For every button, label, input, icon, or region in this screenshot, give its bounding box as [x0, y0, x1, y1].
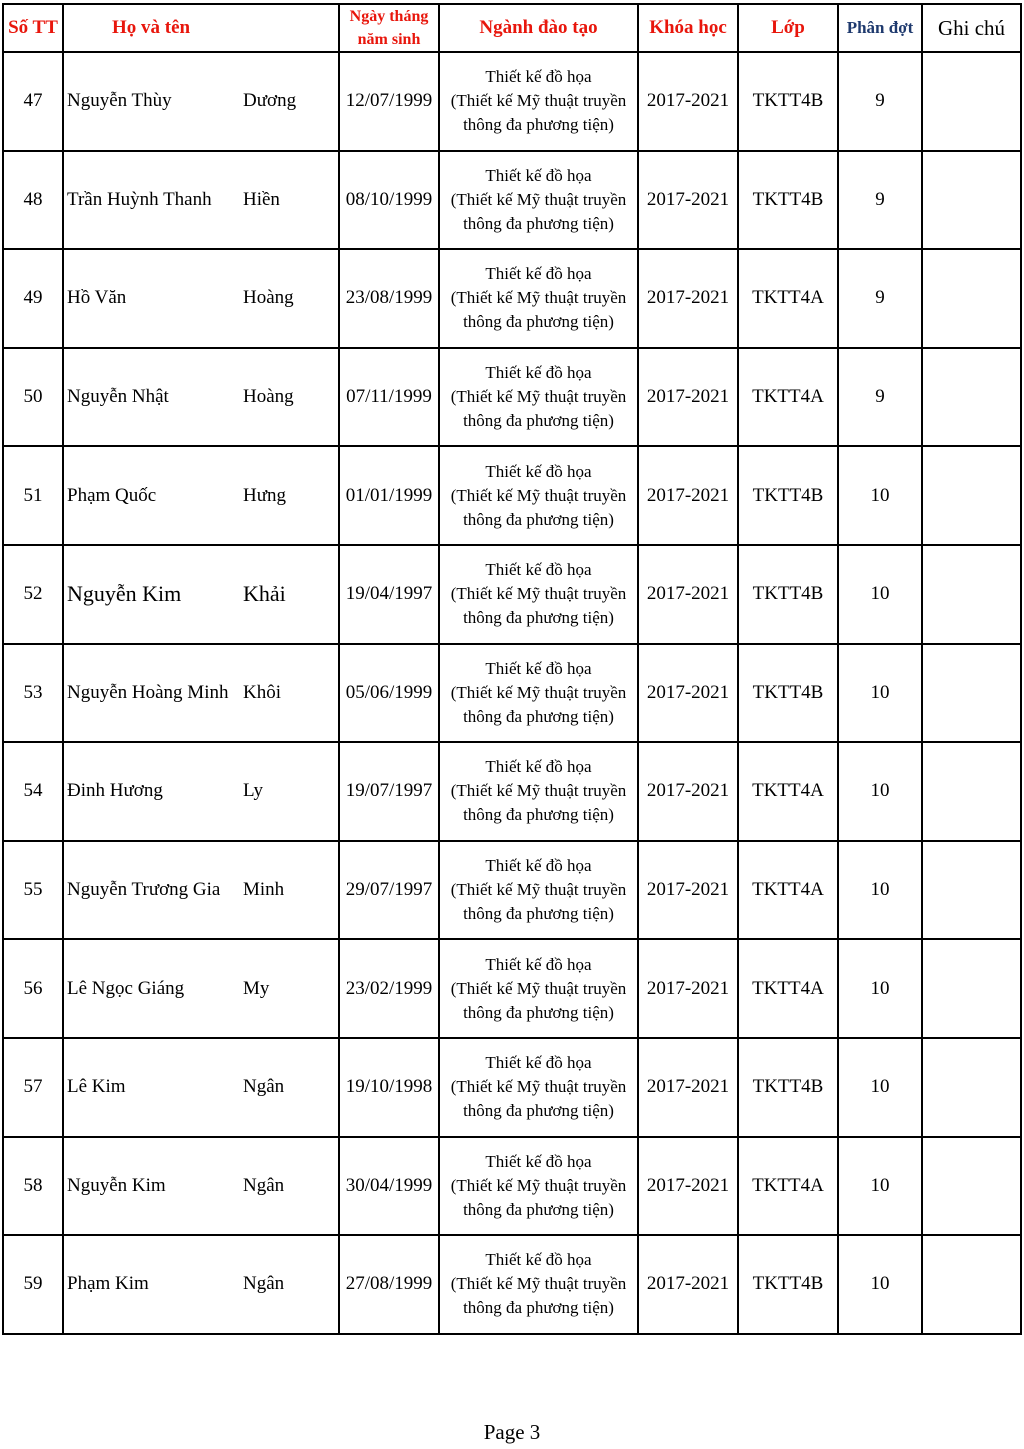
- cell-dob: 07/11/1999: [339, 348, 439, 447]
- cell-batch: 10: [838, 1235, 922, 1334]
- student-list-sheet: [2, 3, 1020, 1335]
- cell-dob: 23/02/1999: [339, 939, 439, 1038]
- cell-course: 2017-2021: [638, 249, 738, 348]
- major-line2: (Thiết kế Mỹ thuật truyền: [450, 1175, 627, 1195]
- cell-course: 2017-2021: [638, 742, 738, 841]
- major-line3: thông đa phương tiện): [463, 608, 614, 628]
- cell-major: [439, 52, 638, 151]
- cell-note: [922, 1038, 1021, 1137]
- cell-surname: Phạm Kim: [67, 1273, 149, 1295]
- table-row: [3, 939, 1021, 1038]
- cell-class: TKTT4A: [738, 841, 838, 940]
- table-row: [3, 151, 1021, 250]
- name-wrap: [67, 485, 338, 507]
- cell-batch: 10: [838, 742, 922, 841]
- cell-given-name: Hiền: [243, 188, 280, 210]
- major-line2: (Thiết kế Mỹ thuật truyền: [450, 880, 627, 900]
- cell-note: [922, 52, 1021, 151]
- name-wrap: [67, 978, 338, 1000]
- cell-given-name: Khôi: [243, 681, 281, 703]
- cell-class: TKTT4A: [738, 742, 838, 841]
- major-line2: (Thiết kế Mỹ thuật truyền: [450, 978, 627, 998]
- major-line2: (Thiết kế Mỹ thuật truyền: [450, 387, 627, 407]
- cell-surname: Hồ Văn: [67, 287, 127, 309]
- cell-class: TKTT4B: [738, 644, 838, 743]
- major-line3: thông đa phương tiện): [463, 115, 614, 135]
- cell-class: TKTT4B: [738, 52, 838, 151]
- header-major: Ngành đào tạo: [439, 4, 638, 52]
- cell-note: [922, 446, 1021, 545]
- major-line1: Thiết kế đồ họa: [485, 461, 592, 481]
- cell-surname: Nguyễn Nhật: [67, 386, 169, 408]
- cell-name: [63, 446, 339, 545]
- cell-course: 2017-2021: [638, 1137, 738, 1236]
- cell-stt: 52: [3, 545, 63, 644]
- name-wrap: [67, 1175, 338, 1197]
- cell-course: 2017-2021: [638, 939, 738, 1038]
- cell-note: [922, 348, 1021, 447]
- table-row: [3, 1137, 1021, 1236]
- name-wrap: [67, 90, 338, 112]
- cell-dob: 05/06/1999: [339, 644, 439, 743]
- cell-class: TKTT4A: [738, 249, 838, 348]
- cell-stt: 55: [3, 841, 63, 940]
- cell-course: 2017-2021: [638, 545, 738, 644]
- cell-name: [63, 151, 339, 250]
- cell-dob: 19/10/1998: [339, 1038, 439, 1137]
- major-line3: thông đa phương tiện): [463, 706, 614, 726]
- cell-dob: 27/08/1999: [339, 1235, 439, 1334]
- cell-surname: Nguyễn Thùy: [67, 90, 172, 112]
- cell-major: [439, 446, 638, 545]
- cell-dob: 30/04/1999: [339, 1137, 439, 1236]
- cell-note: [922, 151, 1021, 250]
- cell-given-name: Khải: [243, 581, 286, 607]
- cell-given-name: Hoàng: [243, 386, 294, 408]
- name-wrap: [67, 682, 338, 704]
- cell-batch: 10: [838, 446, 922, 545]
- cell-surname: Nguyễn Hoàng Minh: [67, 681, 229, 703]
- name-wrap: [67, 780, 338, 802]
- cell-dob: 01/01/1999: [339, 446, 439, 545]
- header-name-label: Họ và tên: [112, 17, 191, 38]
- name-wrap: [67, 879, 338, 901]
- header-course: Khóa học: [638, 4, 738, 52]
- major-line3: thông đa phương tiện): [463, 1199, 614, 1219]
- name-wrap: [67, 1076, 338, 1098]
- major-line3: thông đa phương tiện): [463, 1101, 614, 1121]
- cell-surname: Lê Ngọc Giáng: [67, 977, 185, 999]
- cell-note: [922, 742, 1021, 841]
- header-class: Lớp: [738, 4, 838, 52]
- cell-course: 2017-2021: [638, 52, 738, 151]
- major-line1: Thiết kế đồ họa: [485, 757, 592, 777]
- cell-dob: 19/04/1997: [339, 545, 439, 644]
- cell-major: [439, 644, 638, 743]
- cell-note: [922, 545, 1021, 644]
- cell-stt: 50: [3, 348, 63, 447]
- major-line2: (Thiết kế Mỹ thuật truyền: [450, 485, 627, 505]
- major-line3: thông đa phương tiện): [463, 312, 614, 332]
- major-line1: Thiết kế đồ họa: [485, 1053, 592, 1073]
- cell-batch: 10: [838, 939, 922, 1038]
- cell-major: [439, 249, 638, 348]
- cell-major: [439, 545, 638, 644]
- cell-name: [63, 644, 339, 743]
- cell-name: [63, 841, 339, 940]
- major-line2: (Thiết kế Mỹ thuật truyền: [450, 781, 627, 801]
- table-row: [3, 1235, 1021, 1334]
- cell-course: 2017-2021: [638, 348, 738, 447]
- cell-given-name: Ngân: [243, 1273, 285, 1295]
- major-line1: Thiết kế đồ họa: [485, 165, 592, 185]
- major-line1: Thiết kế đồ họa: [485, 1250, 592, 1270]
- cell-batch: 10: [838, 841, 922, 940]
- cell-class: TKTT4B: [738, 1038, 838, 1137]
- major-line1: Thiết kế đồ họa: [485, 954, 592, 974]
- cell-class: TKTT4B: [738, 446, 838, 545]
- cell-given-name: Dương: [243, 90, 297, 112]
- cell-course: 2017-2021: [638, 1235, 738, 1334]
- cell-course: 2017-2021: [638, 151, 738, 250]
- cell-stt: 47: [3, 52, 63, 151]
- header-dob-line2: năm sinh: [357, 31, 421, 48]
- cell-major: [439, 1137, 638, 1236]
- header-note: Ghi chú: [922, 4, 1021, 52]
- cell-stt: 49: [3, 249, 63, 348]
- major-line2: (Thiết kế Mỹ thuật truyền: [450, 1077, 627, 1097]
- cell-stt: 56: [3, 939, 63, 1038]
- major-line1: Thiết kế đồ họa: [485, 856, 592, 876]
- cell-course: 2017-2021: [638, 446, 738, 545]
- cell-given-name: My: [243, 977, 270, 999]
- cell-name: [63, 939, 339, 1038]
- major-line2: (Thiết kế Mỹ thuật truyền: [450, 189, 627, 209]
- cell-class: TKTT4A: [738, 348, 838, 447]
- major-line2: (Thiết kế Mỹ thuật truyền: [450, 1274, 627, 1294]
- major-line3: thông đa phương tiện): [463, 509, 614, 529]
- major-line1: Thiết kế đồ họa: [485, 363, 592, 383]
- cell-surname: Phạm Quốc: [67, 484, 157, 506]
- cell-dob: 29/07/1997: [339, 841, 439, 940]
- cell-surname: Nguyễn Kim: [67, 581, 182, 607]
- table-row: [3, 1038, 1021, 1137]
- cell-course: 2017-2021: [638, 644, 738, 743]
- major-line2: (Thiết kế Mỹ thuật truyền: [450, 288, 627, 308]
- cell-batch: 10: [838, 1137, 922, 1236]
- major-line2: (Thiết kế Mỹ thuật truyền: [450, 91, 627, 111]
- cell-name: [63, 1137, 339, 1236]
- table-row: [3, 348, 1021, 447]
- name-wrap: [67, 1273, 338, 1295]
- major-line1: Thiết kế đồ họa: [485, 1151, 592, 1171]
- cell-stt: 51: [3, 446, 63, 545]
- cell-surname: Trần Huỳnh Thanh: [67, 188, 212, 210]
- major-line1: Thiết kế đồ họa: [485, 264, 592, 284]
- major-line3: thông đa phương tiện): [463, 805, 614, 825]
- cell-given-name: Ly: [243, 780, 264, 802]
- major-line2: (Thiết kế Mỹ thuật truyền: [450, 682, 627, 702]
- cell-note: [922, 1137, 1021, 1236]
- table-row: [3, 52, 1021, 151]
- cell-stt: 48: [3, 151, 63, 250]
- header-batch: Phân đợt: [838, 4, 922, 52]
- major-line3: thông đa phương tiện): [463, 904, 614, 924]
- cell-class: TKTT4B: [738, 545, 838, 644]
- table-row: [3, 841, 1021, 940]
- cell-batch: 9: [838, 348, 922, 447]
- cell-given-name: Minh: [243, 879, 285, 901]
- major-line3: thông đa phương tiện): [463, 213, 614, 233]
- cell-note: [922, 249, 1021, 348]
- cell-batch: 10: [838, 1038, 922, 1137]
- cell-stt: 59: [3, 1235, 63, 1334]
- cell-surname: Nguyễn Kim: [67, 1174, 166, 1196]
- major-line3: thông đa phương tiện): [463, 411, 614, 431]
- cell-major: [439, 1038, 638, 1137]
- cell-stt: 57: [3, 1038, 63, 1137]
- cell-dob: 19/07/1997: [339, 742, 439, 841]
- cell-note: [922, 644, 1021, 743]
- cell-name: [63, 1038, 339, 1137]
- cell-name: [63, 249, 339, 348]
- table-row: [3, 644, 1021, 743]
- table-row: [3, 249, 1021, 348]
- cell-note: [922, 939, 1021, 1038]
- cell-note: [922, 841, 1021, 940]
- cell-given-name: Hưng: [243, 484, 287, 506]
- cell-stt: 53: [3, 644, 63, 743]
- header-stt: Số TT: [3, 4, 63, 52]
- table-row: [3, 446, 1021, 545]
- table-row: [3, 742, 1021, 841]
- major-line1: Thiết kế đồ họa: [485, 67, 592, 87]
- name-wrap: [67, 189, 338, 211]
- cell-class: TKTT4B: [738, 151, 838, 250]
- cell-given-name: Hoàng: [243, 287, 294, 309]
- cell-dob: 08/10/1999: [339, 151, 439, 250]
- cell-name: [63, 52, 339, 151]
- cell-surname: Lê Kim: [67, 1076, 126, 1098]
- cell-class: TKTT4B: [738, 1235, 838, 1334]
- major-line1: Thiết kế đồ họa: [485, 560, 592, 580]
- student-table: [2, 3, 1022, 1335]
- major-line1: Thiết kế đồ họa: [485, 658, 592, 678]
- major-line3: thông đa phương tiện): [463, 1002, 614, 1022]
- cell-name: [63, 348, 339, 447]
- cell-dob: 12/07/1999: [339, 52, 439, 151]
- cell-name: [63, 545, 339, 644]
- cell-dob: 23/08/1999: [339, 249, 439, 348]
- major-line2: (Thiết kế Mỹ thuật truyền: [450, 584, 627, 604]
- cell-major: [439, 841, 638, 940]
- cell-batch: 9: [838, 151, 922, 250]
- cell-surname: Nguyễn Trương Gia: [67, 879, 221, 901]
- cell-class: TKTT4A: [738, 1137, 838, 1236]
- cell-stt: 58: [3, 1137, 63, 1236]
- major-line3: thông đa phương tiện): [463, 1298, 614, 1318]
- cell-major: [439, 151, 638, 250]
- cell-surname: Đinh Hương: [67, 780, 163, 802]
- cell-batch: 9: [838, 249, 922, 348]
- header-dob-line1: Ngày tháng: [349, 8, 429, 25]
- cell-class: TKTT4A: [738, 939, 838, 1038]
- table-row: [3, 545, 1021, 644]
- cell-major: [439, 1235, 638, 1334]
- cell-major: [439, 742, 638, 841]
- table-body: [3, 52, 1021, 1334]
- cell-batch: 9: [838, 52, 922, 151]
- cell-name: [63, 742, 339, 841]
- cell-batch: 10: [838, 644, 922, 743]
- name-wrap: [67, 386, 338, 408]
- header-dob: [339, 4, 439, 52]
- name-wrap: [67, 287, 338, 309]
- cell-major: [439, 348, 638, 447]
- cell-name: [63, 1235, 339, 1334]
- cell-given-name: Ngân: [243, 1076, 285, 1098]
- cell-major: [439, 939, 638, 1038]
- cell-given-name: Ngân: [243, 1174, 285, 1196]
- cell-stt: 54: [3, 742, 63, 841]
- cell-batch: 10: [838, 545, 922, 644]
- cell-course: 2017-2021: [638, 841, 738, 940]
- name-wrap: [67, 581, 338, 607]
- header-name: [63, 4, 339, 52]
- table-header-row: [3, 4, 1021, 52]
- cell-note: [922, 1235, 1021, 1334]
- page-number: Page 3: [483, 1420, 541, 1444]
- cell-course: 2017-2021: [638, 1038, 738, 1137]
